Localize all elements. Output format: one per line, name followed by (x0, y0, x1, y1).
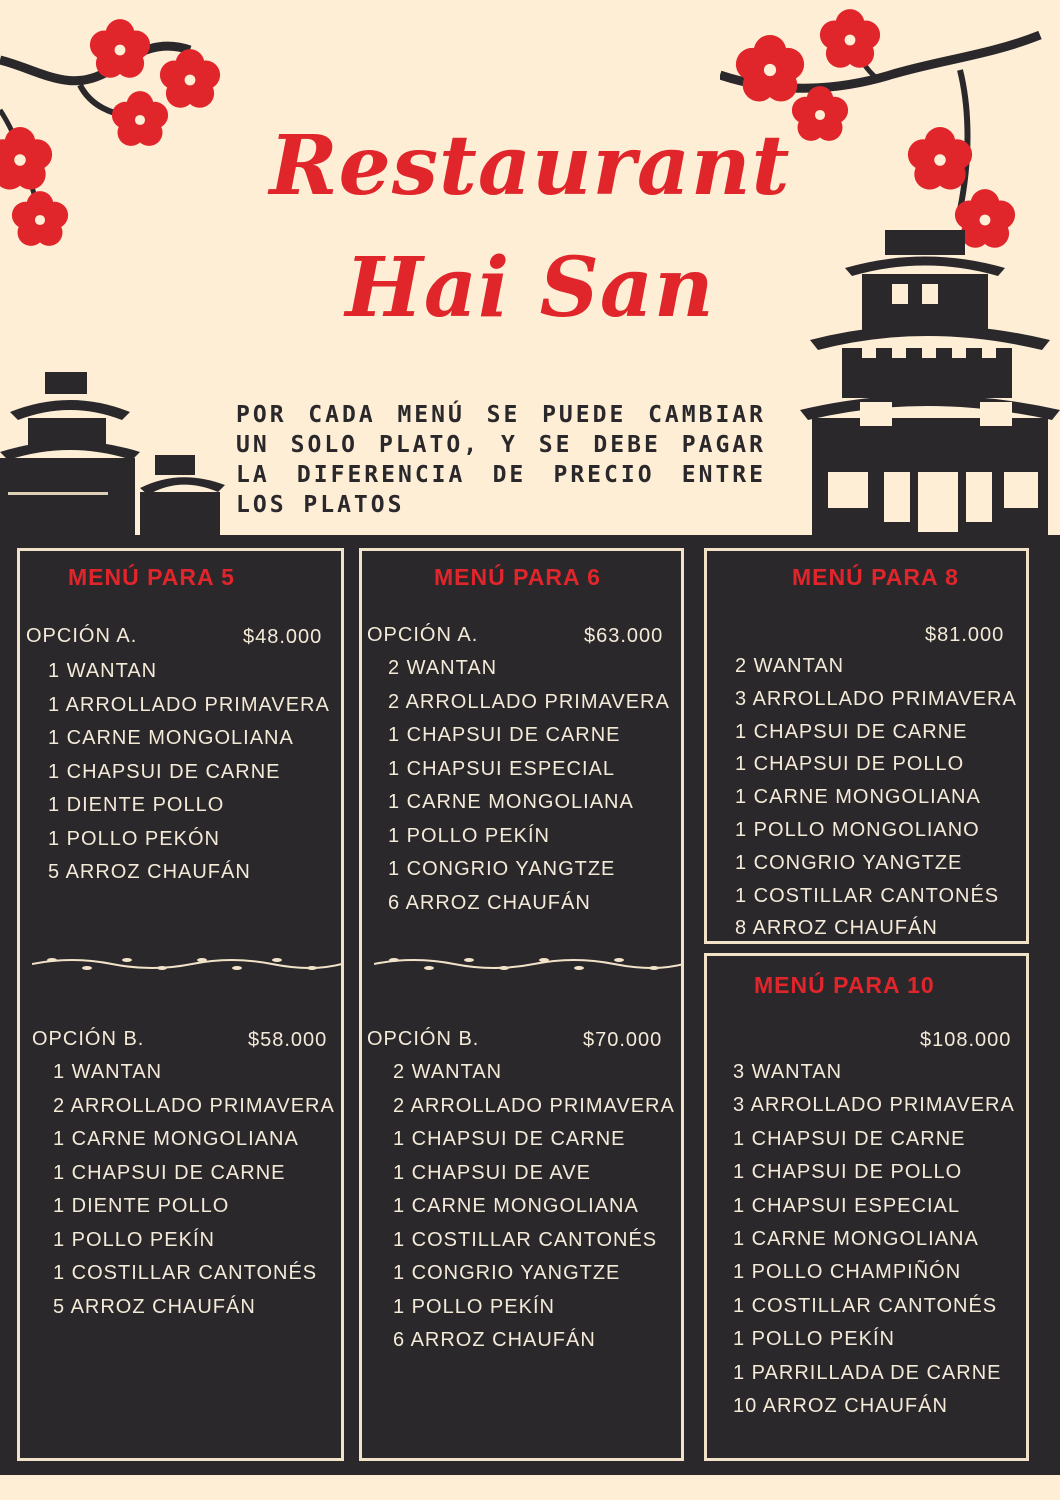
blossom-icon (908, 127, 972, 190)
menu-item: 6 ARROZ CHAUFÁN (393, 1329, 596, 1351)
menu-6-title: MENÚ PARA 6 (434, 564, 601, 590)
menu-item: 3 ARROLLADO PRIMAVERA (733, 1094, 1015, 1117)
menu-item: 1 POLLO CHAMPIÑÓN (733, 1261, 962, 1284)
menu-item: 1 WANTAN (48, 660, 158, 682)
menu-item: 1 CARNE MONGOLIANA (735, 786, 981, 809)
menu-item: 1 CHAPSUI DE CARNE (393, 1128, 626, 1150)
menu-item: 2 ARROLLADO PRIMAVERA (388, 690, 670, 713)
menu-item: 1 CONGRIO YANGTZE (388, 858, 616, 880)
menu-6-option-a-price: $63.000 (584, 625, 664, 647)
restaurant-title (180, 105, 880, 349)
title-line-2: Hai San (345, 240, 715, 336)
menu-item: 1 COSTILLAR CANTONÉS (393, 1228, 658, 1251)
menu-item: 3 WANTAN (733, 1061, 843, 1083)
menu-item: 1 CHAPSUI DE CARNE (388, 724, 621, 746)
menu-item: 1 WANTAN (53, 1061, 163, 1083)
menu-item: 1 CARNE MONGOLIANA (48, 727, 294, 749)
menu-item: 1 COSTILLAR CANTONÉS (735, 884, 1000, 907)
menu-notice: POR CADA MENÚ SE PUEDE CAMBIAR UN SOLO PLATO, Y SE DEBE PAGAR LA DIFERENCIA DE PRECIO ENTRE LOS PLATOS (236, 402, 766, 518)
menu-item: 1 CHAPSUI DE POLLO (733, 1161, 963, 1184)
pagoda-left-icon (0, 360, 240, 540)
menu-item: 1 CONGRIO YANGTZE (735, 851, 963, 874)
title-line-1: Restaurant (269, 118, 791, 214)
menu-item: 1 DIENTE POLLO (48, 794, 225, 816)
menu-item: 2 WANTAN (393, 1061, 503, 1083)
menu-item: 5 ARROZ CHAUFÁN (53, 1295, 256, 1318)
menu-item: 1 ARROLLADO PRIMAVERA (48, 693, 330, 716)
blossom-icon (736, 35, 804, 101)
menu-5-option-b-label: OPCIÓN B. (32, 1028, 145, 1050)
menu-item: 2 ARROLLADO PRIMAVERA (53, 1094, 335, 1117)
menu-item: 1 POLLO PEKÍN (53, 1228, 215, 1251)
menu-5-option-b-price: $58.000 (248, 1029, 328, 1051)
menu-item: 1 CHAPSUI ESPECIAL (733, 1194, 960, 1217)
menu-item: 1 DIENTE POLLO (53, 1195, 230, 1217)
menu-item: 1 POLLO PEKÍN (388, 824, 550, 847)
blossom-icon (112, 91, 168, 146)
menu-item: 1 CONGRIO YANGTZE (393, 1262, 621, 1284)
menu-item: 1 CARNE MONGOLIANA (388, 791, 634, 813)
menu-item: 1 CHAPSUI ESPECIAL (388, 757, 615, 780)
menu-item: 2 ARROLLADO PRIMAVERA (393, 1094, 675, 1117)
menu-item: 1 CHAPSUI DE CARNE (48, 760, 281, 783)
menu-6-option-b-price: $70.000 (583, 1029, 663, 1051)
menu-item: 10 ARROZ CHAUFÁN (733, 1395, 948, 1417)
menu-item: 1 CHAPSUI DE AVE (393, 1161, 591, 1184)
menu-item: 3 ARROLLADO PRIMAVERA (735, 687, 1017, 710)
menu-item: 1 CARNE MONGOLIANA (733, 1228, 979, 1250)
vine-divider-left (32, 952, 342, 976)
menu-item: 1 CHAPSUI DE CARNE (735, 720, 968, 743)
blossom-icon (90, 19, 150, 78)
menu-10-price: $108.000 (920, 1029, 1012, 1051)
menu-item: 1 POLLO PEKÍN (393, 1295, 555, 1318)
menu-6-box (359, 548, 684, 1461)
blossom-icon (0, 127, 52, 190)
menu-10-title: MENÚ PARA 10 (754, 972, 935, 998)
menu-item: 2 WANTAN (735, 655, 845, 677)
menu-item: 1 POLLO PEKÓN (48, 827, 220, 850)
menu-5-option-a-label: OPCIÓN A. (26, 625, 138, 647)
menu-item: 1 CARNE MONGOLIANA (393, 1195, 639, 1217)
menu-8-price: $81.000 (925, 624, 1005, 646)
menu-6-option-a-label: OPCIÓN A. (367, 624, 479, 646)
menu-6-option-b-label: OPCIÓN B. (367, 1028, 480, 1050)
menu-item: 1 POLLO MONGOLIANO (735, 819, 980, 841)
menu-item: 1 CHAPSUI DE CARNE (733, 1127, 966, 1150)
menu-item: 1 CARNE MONGOLIANA (53, 1128, 299, 1150)
menu-8-title: MENÚ PARA 8 (792, 564, 959, 590)
menu-item: 1 POLLO PEKÍN (733, 1328, 895, 1351)
pagoda-right-icon (800, 230, 1060, 540)
vine-divider-middle (374, 952, 684, 976)
blossom-icon (160, 49, 220, 108)
blossom-icon (12, 191, 68, 246)
menu-item: 1 CHAPSUI DE POLLO (735, 753, 965, 776)
menu-item: 1 CHAPSUI DE CARNE (53, 1161, 286, 1184)
menu-item: 2 WANTAN (388, 657, 498, 679)
menu-item: 6 ARROZ CHAUFÁN (388, 891, 591, 914)
menu-5-option-a-price: $48.000 (243, 626, 323, 648)
menu-item: 1 PARRILLADA DE CARNE (733, 1361, 1002, 1384)
blossom-icon (820, 9, 880, 68)
menu-5-box (17, 548, 344, 1461)
menu-5-title: MENÚ PARA 5 (68, 564, 235, 590)
menu-item: 5 ARROZ CHAUFÁN (48, 861, 251, 883)
menu-item: 1 COSTILLAR CANTONÉS (53, 1262, 318, 1284)
menu-item: 8 ARROZ CHAUFÁN (735, 917, 938, 940)
menu-item: 1 COSTILLAR CANTONÉS (733, 1294, 998, 1317)
